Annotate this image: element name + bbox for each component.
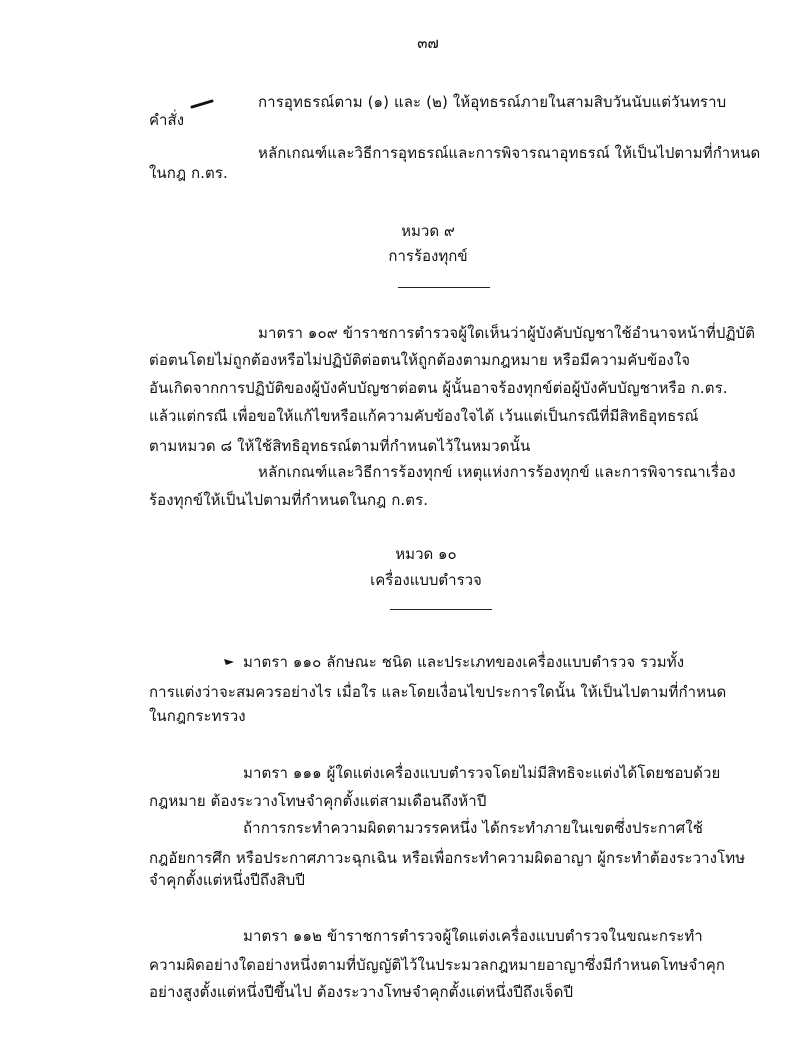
section-112-line-3: อย่างสูงตั้งแต่หนึ่งปีขึ้นไป ต้องระวางโทษจำคุกตั้งแต่หนึ่งปีถึงเจ็ดปี [149,983,574,1001]
section-110-line-3: ในกฎกระทรวง [149,707,246,725]
appeal-line-2: คำสั่ง [149,111,185,129]
chapter-10-rule [390,609,492,610]
section-109-line-5: ตามหมวด ๘ ให้ใช้สิทธิอุทธรณ์ตามที่กำหนดไว้ในหมวดนั้น [149,437,531,455]
chapter-9-title: หมวด ๙ [401,222,455,240]
chapter-9-subtitle: การร้องทุกข์ [388,247,468,265]
page-number: ๓๗ [417,34,439,52]
section-112-line-2: ความผิดอย่างใดอย่างหนึ่งตามที่บัญญัติไว้ในประมวลกฎหมายอาญาซึ่งมีกำหนดโทษจำคุก [149,956,726,974]
appeal-line-4: ในกฎ ก.ตร. [149,164,228,182]
section-109-line-7: ร้องทุกข์ให้เป็นไปตามที่กำหนดในกฎ ก.ตร. [149,491,429,509]
section-109-line-3: อันเกิดจากการปฏิบัติของผู้บังคับบัญชาต่อตน ผู้นั้นอาจร้องทุกข์ต่อผู้บังคับบัญชาหรือ ก.ตร. [149,379,728,397]
section-111-line-4: กฎอัยการศึก หรือประกาศภาวะฉุกเฉิน หรือเพื่อกระทำความผิดอาญา ผู้กระทำต้องระวางโทษ [149,849,746,867]
section-111-line-2: กฎหมาย ต้องระวางโทษจำคุกตั้งแต่สามเดือนถึงห้าปี [149,792,487,810]
section-112-line-1: มาตรา ๑๑๒ ข้าราชการตำรวจผู้ใดแต่งเครื่องแบบตำรวจในขณะกระทำ [243,927,703,945]
section-109-line-4: แล้วแต่กรณี เพื่อขอให้แก้ไขหรือแก้ความคับข้องใจได้ เว้นแต่เป็นกรณีที่มีสิทธิอุทธรณ์ [149,407,699,425]
section-109-line-2: ต่อตนโดยไม่ถูกต้องหรือไม่ปฏิบัติต่อตนให้ถูกต้องตามกฎหมาย หรือมีความคับข้องใจ [149,351,691,369]
chapter-10-subtitle: เครื่องแบบตำรวจ [370,571,482,589]
section-110-line-2: การแต่งว่าจะสมควรอย่างไร เมื่อใร และโดยเงื่อนไขประการใดนั้น ให้เป็นไปตามที่กำหนด [149,683,727,701]
section-109-line-6: หลักเกณฑ์และวิธีการร้องทุกข์ เหตุแห่งการร้องทุกข์ และการพิจารณาเรื่อง [258,463,736,481]
bullet-mark [222,656,236,668]
section-110-line-1: มาตรา ๑๑๐ ลักษณะ ชนิด และประเภทของเครื่องแบบตำรวจ รวมทั้ง [243,653,685,671]
scan-mark [190,98,216,110]
appeal-line-3: หลักเกณฑ์และวิธีการอุทธรณ์และการพิจารณาอุทธรณ์ ให้เป็นไปตามที่กำหนด [258,144,761,162]
section-111-line-1: มาตรา ๑๑๑ ผู้ใดแต่งเครื่องแบบตำรวจโดยไม่มีสิทธิจะแต่งได้โดยชอบด้วย [243,764,721,782]
section-111-line-5: จำคุกตั้งแต่หนึ่งปีถึงสิบปี [149,871,305,889]
section-109-line-1: มาตรา ๑๐๙ ข้าราชการตำรวจผู้ใดเห็นว่าผู้บังคับบัญชาใช้อำนาจหน้าที่ปฏิบัติ [258,324,756,342]
chapter-9-rule [398,287,490,288]
appeal-line-1: การอุทธรณ์ตาม (๑) และ (๒) ให้อุทธรณ์ภายในสามสิบวันนับแต่วันทราบ [258,93,727,111]
chapter-10-title: หมวด ๑๐ [395,545,457,563]
section-111-line-3: ถ้าการกระทำความผิดตามวรรคหนึ่ง ได้กระทำภายในเขตซึ่งประกาศใช้ [243,819,703,837]
